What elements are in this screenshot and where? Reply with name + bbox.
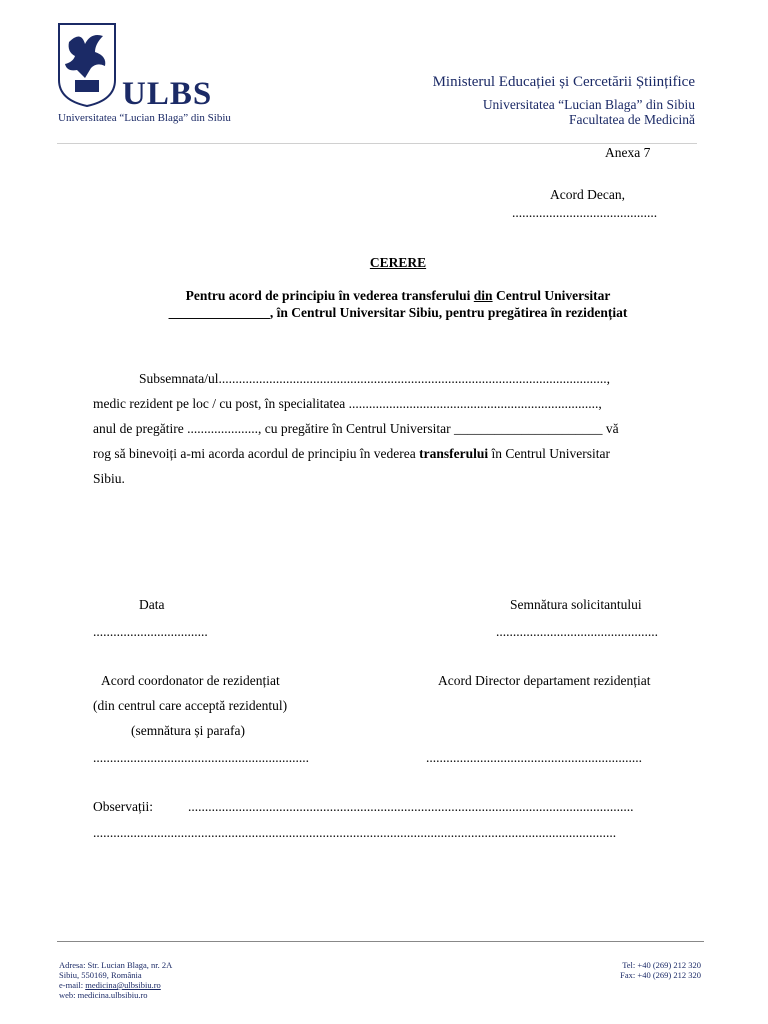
tel-line: Tel: +40 (269) 212 320 [622,960,701,970]
address-line-1: Adresa: Str. Lucian Blaga, nr. 2A [59,960,173,970]
coordinator-sign-note: (semnătura și parafa) [131,723,245,738]
body-line-4-bold: transferului [419,446,489,461]
body-line-5: Sibiu. [93,471,125,486]
subtitle-text-post: Centrul Universitar [492,288,611,303]
annex-label: Anexa 7 [605,145,651,160]
fax-line: Fax: +40 (269) 212 320 [620,970,701,980]
body-line-3: anul de pregătire ....................., cu pregătire în Centrul Universitar ______________________ vă [93,421,619,436]
request-body [93,366,703,491]
observations-label: Observații: [93,799,153,814]
header-divider [57,143,697,144]
observations-line-1: .................................................................................................................................... [188,799,634,814]
footer-address [59,960,172,1000]
faculty-name: Facultatea de Medicină [569,112,695,127]
applicant-signature-label: Semnătura solicitantului [510,597,642,612]
dean-signature-line: ........................................... [512,205,658,220]
date-label: Data [139,597,165,612]
email-line [59,980,172,990]
logo-subtitle: Universitatea “Lucian Blaga” din Sibiu [58,112,231,124]
date-line: .................................. [93,624,208,639]
dean-approval-label: Acord Decan, [550,187,625,202]
body-line-4 [93,441,703,466]
ulbs-eagle-logo [55,22,119,108]
document-title: CERERE [369,255,427,270]
applicant-signature-line: ................................................ [496,624,658,639]
email-link[interactable]: medicina@ulbsibiu.ro [85,980,161,990]
subtitle-text-pre: Pentru acord de principiu în vederea transferului [185,288,474,303]
body-line-1: Subsemnata/ul..................................................................................................................., [139,371,610,386]
address-line-2: Sibiu, 550169, România [59,970,142,980]
university-name: Universitatea “Lucian Blaga” din Sibiu [482,97,695,112]
footer-contact [620,960,701,980]
coordinator-note: (din centrul care acceptă rezidentul) [93,698,288,713]
subtitle-line2: _______________, în Centrul Universitar Sibiu, pentru pregătirea în rezidențiat [168,305,628,320]
subtitle-text-underlined: din [473,288,493,303]
body-line-4-post: în Centrul Universitar [488,446,610,461]
email-label: e-mail: [59,980,86,990]
director-signature-line: ................................................................ [426,750,642,765]
body-line-4-pre: rog să binevoiți a-mi acorda acordul de principiu în vederea [93,446,420,461]
director-label: Acord Director departament rezidențiat [438,673,651,688]
footer-divider [57,941,704,942]
ministry-name: Ministerul Educației și Cercetării Științifice [432,74,695,90]
body-line-2: medic rezident pe loc / cu post, în specialitatea .........................................................................., [93,396,602,411]
coordinator-signature-line: ................................................................ [93,750,309,765]
logo-text: ULBS [122,76,213,112]
web-line: web: medicina.ulbsibiu.ro [59,990,148,1000]
observations-line-2: ........................................................................................................................................................... [93,825,617,840]
coordinator-label: Acord coordonator de rezidențiat [101,673,280,688]
subtitle-line1 [93,287,703,305]
